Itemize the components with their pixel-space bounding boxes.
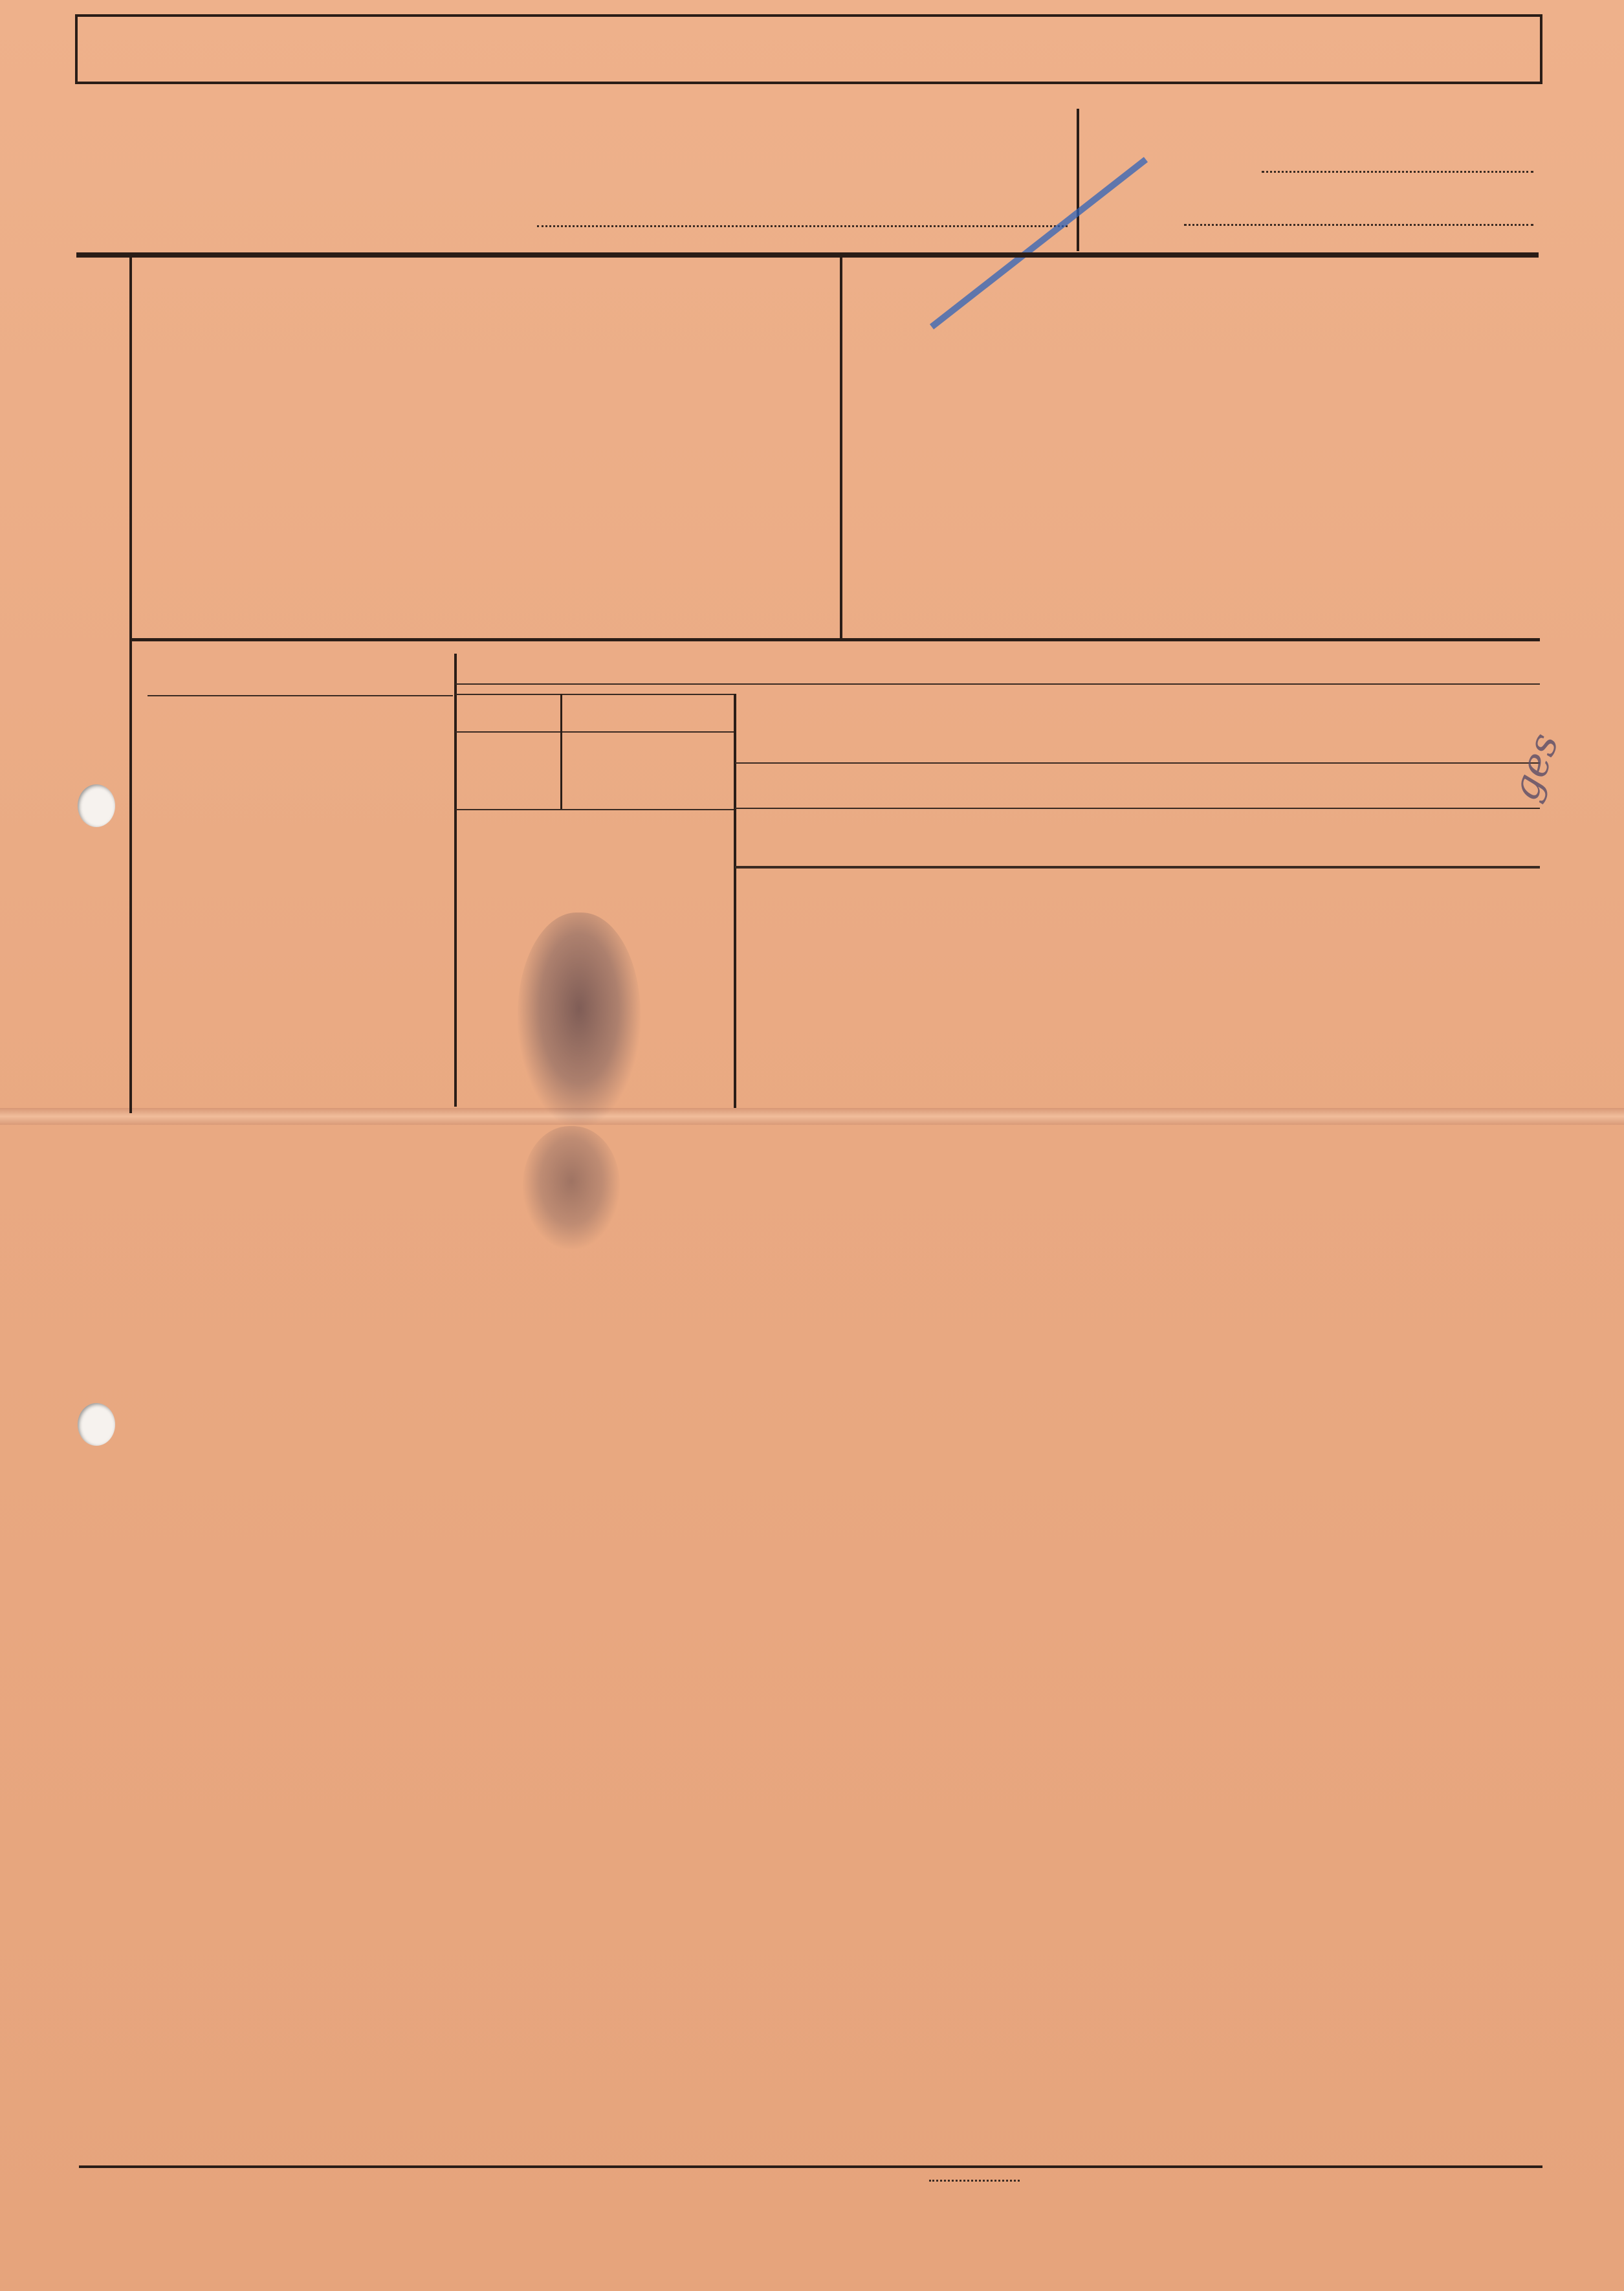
stammlager-line xyxy=(537,225,1068,227)
notify-top-rule xyxy=(735,808,1540,809)
number-grid xyxy=(75,14,1542,84)
description-rule xyxy=(455,683,1540,685)
kennzeichen-divider xyxy=(734,694,736,1108)
fingerprint-smudge xyxy=(523,1126,620,1249)
frame-left xyxy=(129,258,132,1113)
lichtbild-rule xyxy=(148,695,453,696)
notify-header-rule xyxy=(735,866,1540,869)
lichtbild-divider xyxy=(454,654,457,1107)
groesse-divider xyxy=(560,694,562,809)
top-rule xyxy=(76,252,1539,258)
fingerprint-top-rule xyxy=(455,809,734,810)
fold-crease xyxy=(0,1108,1624,1125)
belehrt-stamp xyxy=(971,1903,1475,2175)
lager-line xyxy=(1184,224,1533,226)
groesse-top-rule xyxy=(455,694,734,695)
back-rule xyxy=(79,2165,1542,2168)
groesse-mid-rule xyxy=(455,731,734,733)
kennzeichen-rule xyxy=(735,762,1540,764)
back-lager-line xyxy=(929,2180,1020,2182)
nr-line xyxy=(1262,171,1533,173)
fingerprint-impression xyxy=(518,913,641,1126)
fields-bottom-rule xyxy=(129,638,1540,641)
punch-hole-bottom xyxy=(78,1403,115,1446)
fields-divider xyxy=(840,258,842,639)
header-divider xyxy=(1077,109,1079,251)
margin-scribble: ges xyxy=(1502,727,1568,807)
punch-hole-top xyxy=(78,784,115,827)
